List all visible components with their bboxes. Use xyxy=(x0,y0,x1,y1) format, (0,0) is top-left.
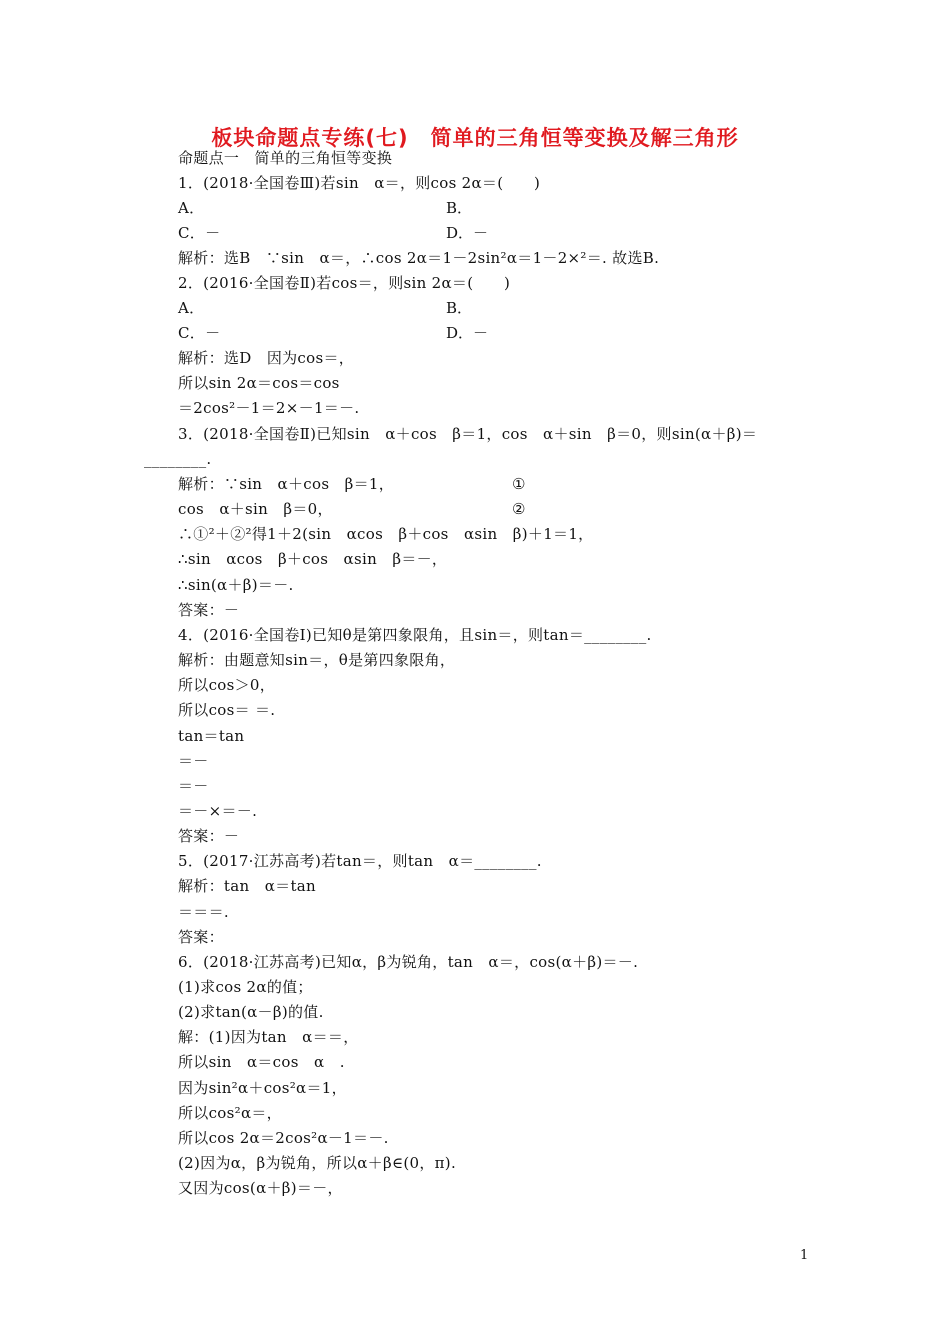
q2-solution-3: ＝2cos²－1＝2×－1＝－. xyxy=(178,399,360,417)
q6-solution-5: 所以cos 2α＝2cos²α－1＝－. xyxy=(178,1129,389,1147)
q5-solution-1: 解析：tan α＝tan xyxy=(178,877,316,895)
q6-solution-6: (2)因为α，β为锐角，所以α＋β∈(0，π). xyxy=(178,1154,457,1172)
q2-option-b: B． xyxy=(446,299,473,317)
q4-answer: 答案：－ xyxy=(178,827,240,845)
q5-stem: 5．(2017·江苏高考)若tan＝，则tan α＝________. xyxy=(178,852,542,870)
q2-option-d: D．－ xyxy=(446,324,489,342)
q5-solution-2: ＝＝＝. xyxy=(178,903,229,921)
q4-solution-5: ＝－ xyxy=(178,752,209,770)
q4-solution-3: 所以cos＝ ＝. xyxy=(178,701,276,719)
q6-solution-7: 又因为cos(α＋β)＝－， xyxy=(178,1179,343,1197)
q6-solution-4: 所以cos²α＝， xyxy=(178,1104,282,1122)
q1-solution: 解析：选B ∵sin α＝，∴cos 2α＝1－2sin²α＝1－2×²＝. 故选B. xyxy=(178,249,660,267)
q3-solution-5: ∴sin(α＋β)＝－. xyxy=(178,576,294,594)
q1-option-d: D．－ xyxy=(446,224,489,242)
q4-solution-2: 所以cos＞0， xyxy=(178,676,276,694)
equation-marker-2: ② xyxy=(512,500,526,518)
q4-solution-6: ＝－ xyxy=(178,777,209,795)
q6-part-1: (1)求cos 2α的值； xyxy=(178,978,313,996)
q4-solution-7: ＝－×＝－. xyxy=(178,802,258,820)
page-number: 1 xyxy=(800,1248,809,1263)
q5-answer: 答案： xyxy=(178,928,224,946)
q3-solution-4: ∴sin αcos β＋cos αsin β＝－， xyxy=(178,550,448,568)
q6-part-2: (2)求tan(α－β)的值. xyxy=(178,1003,324,1021)
q3-answer: 答案：－ xyxy=(178,601,240,619)
q6-solution-2: 所以sin α＝cos α . xyxy=(178,1053,345,1071)
q1-option-a: A． xyxy=(178,199,205,217)
q1-option-c: C．－ xyxy=(178,224,221,242)
q3-solution-2: cos α＋sin β＝0， xyxy=(178,500,333,518)
q4-stem: 4．(2016·全国卷Ⅰ)已知θ是第四象限角，且sin＝，则tan＝________. xyxy=(178,626,652,644)
q1-option-b: B． xyxy=(446,199,473,217)
equation-marker-1: ① xyxy=(512,475,526,493)
q6-solution-3: 因为sin²α＋cos²α＝1， xyxy=(178,1079,347,1097)
q2-option-a: A． xyxy=(178,299,205,317)
q3-stem: 3．(2018·全国卷Ⅱ)已知sin α＋cos β＝1，cos α＋sin β＝0，则sin(α＋β)＝ xyxy=(178,425,758,443)
q3-solution-3: ∴①²＋②²得1＋2(sin αcos β＋cos αsin β)＋1＝1， xyxy=(178,525,594,543)
q3-blank: ________. xyxy=(144,450,212,468)
q6-stem: 6．(2018·江苏高考)已知α，β为锐角，tan α＝，cos(α＋β)＝－. xyxy=(178,953,639,971)
q1-stem: 1．(2018·全国卷Ⅲ)若sin α＝，则cos 2α＝( ) xyxy=(178,174,541,192)
q4-solution-4: tan＝tan xyxy=(178,727,245,745)
page-title: 板块命题点专练(七) 简单的三角恒等变换及解三角形 xyxy=(211,126,739,150)
section-heading: 命题点一 简单的三角恒等变换 xyxy=(178,149,393,167)
q3-solution-1: 解析：∵sin α＋cos β＝1， xyxy=(178,475,395,493)
q6-solution-1: 解：(1)因为tan α＝＝， xyxy=(178,1028,359,1046)
q4-solution-1: 解析：由题意知sin＝，θ是第四象限角， xyxy=(178,651,456,669)
q2-solution-2: 所以sin 2α＝cos＝cos xyxy=(178,374,340,392)
q2-stem: 2．(2016·全国卷Ⅱ)若cos＝，则sin 2α＝( ) xyxy=(178,274,511,292)
q2-option-c: C．－ xyxy=(178,324,221,342)
q2-solution-1: 解析：选D 因为cos＝， xyxy=(178,349,355,367)
